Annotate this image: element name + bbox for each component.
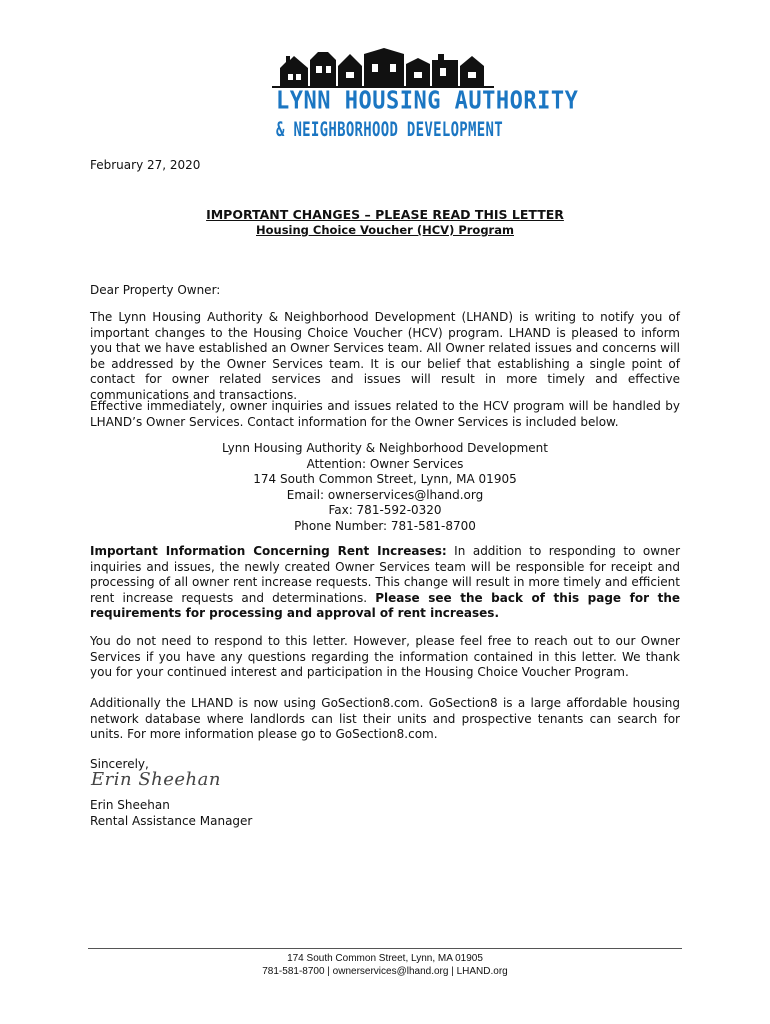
rent-increase-label: Important Information Concerning Rent Increases: <box>90 544 447 558</box>
handwritten-signature: Erin Sheehan <box>91 769 221 790</box>
rent-increase-emphasis: Please see the back of this page for the requirements for processing and approval of rent increases. <box>90 590 680 620</box>
closing: Sincerely, <box>90 757 149 771</box>
contact-name: Lynn Housing Authority & Neighborhood Development <box>222 441 548 455</box>
contact-attention: Attention: Owner Services <box>306 456 464 471</box>
paragraph-effective: Effective immediately, owner inquiries and issues related to the HCV program will be handled by LHAND’s Owner Services. Contact information for the Owner Services is included below. <box>90 399 680 429</box>
paragraph-intro: The Lynn Housing Authority & Neighborhood Development (LHAND) is writing to notify you of important changes to the Housing Choice Voucher (HCV) program. LHAND is pleased to inform you that we have established an Owner Services team. All Owner related issues and concerns will be addressed by the Owner Services team. It is our belief that establishing a single point of contact for owner related services and issues will result in more timely and effective communications and transactions. <box>90 310 680 402</box>
contact-email: Email: ownerservices@lhand.org <box>286 487 484 502</box>
logo-org-line1: LYNN HOUSING AUTHORITY <box>276 86 579 116</box>
footer-contact: 781-581-8700 | ownerservices@lhand.org | LHAND.org <box>262 966 508 977</box>
rooftops-skyline-icon <box>272 44 500 88</box>
signer-name: Erin Sheehan <box>90 798 170 812</box>
contact-phone: Phone Number: 781-581-8700 <box>294 518 476 533</box>
paragraph-respond: You do not need to respond to this letter. However, please feel free to reach out to our Owner Services if you have any questions regarding the information contained in this letter. We thank you for your continued interest and participation in the Housing Choice Voucher Program. <box>90 634 680 679</box>
signer-title: Rental Assistance Manager <box>90 814 253 828</box>
salutation: Dear Property Owner: <box>90 283 221 297</box>
paragraph-gosection8: Additionally the LHAND is now using GoSection8.com. GoSection8 is a large affordable housing network database where landlords can list their units and prospective tenants can search for units. For more information please go to GoSection8.com. <box>90 696 680 741</box>
letter-subtitle: Housing Choice Voucher (HCV) Program <box>256 223 514 237</box>
contact-block <box>90 441 680 534</box>
letter-date: February 27, 2020 <box>90 158 201 172</box>
paragraph-rent-increases <box>90 544 680 622</box>
lhand-logo <box>272 44 579 146</box>
contact-fax: Fax: 781-592-0320 <box>328 503 442 517</box>
letter-title: IMPORTANT CHANGES – PLEASE READ THIS LETTER <box>206 207 564 222</box>
rent-increase-text: In addition to responding to owner inquiries and issues, the newly created Owner Services team will be responsible for receipt and processing of all owner rent increase requests. This change will result in more timely and efficient rent increase requests and determinations. <box>90 544 680 605</box>
footer-divider <box>88 948 682 949</box>
footer-address: 174 South Common Street, Lynn, MA 01905 <box>287 953 483 964</box>
contact-street: 174 South Common Street, Lynn, MA 01905 <box>253 472 517 486</box>
logo-org-line2: & NEIGHBORHOOD DEVELOPMENT <box>276 119 503 142</box>
